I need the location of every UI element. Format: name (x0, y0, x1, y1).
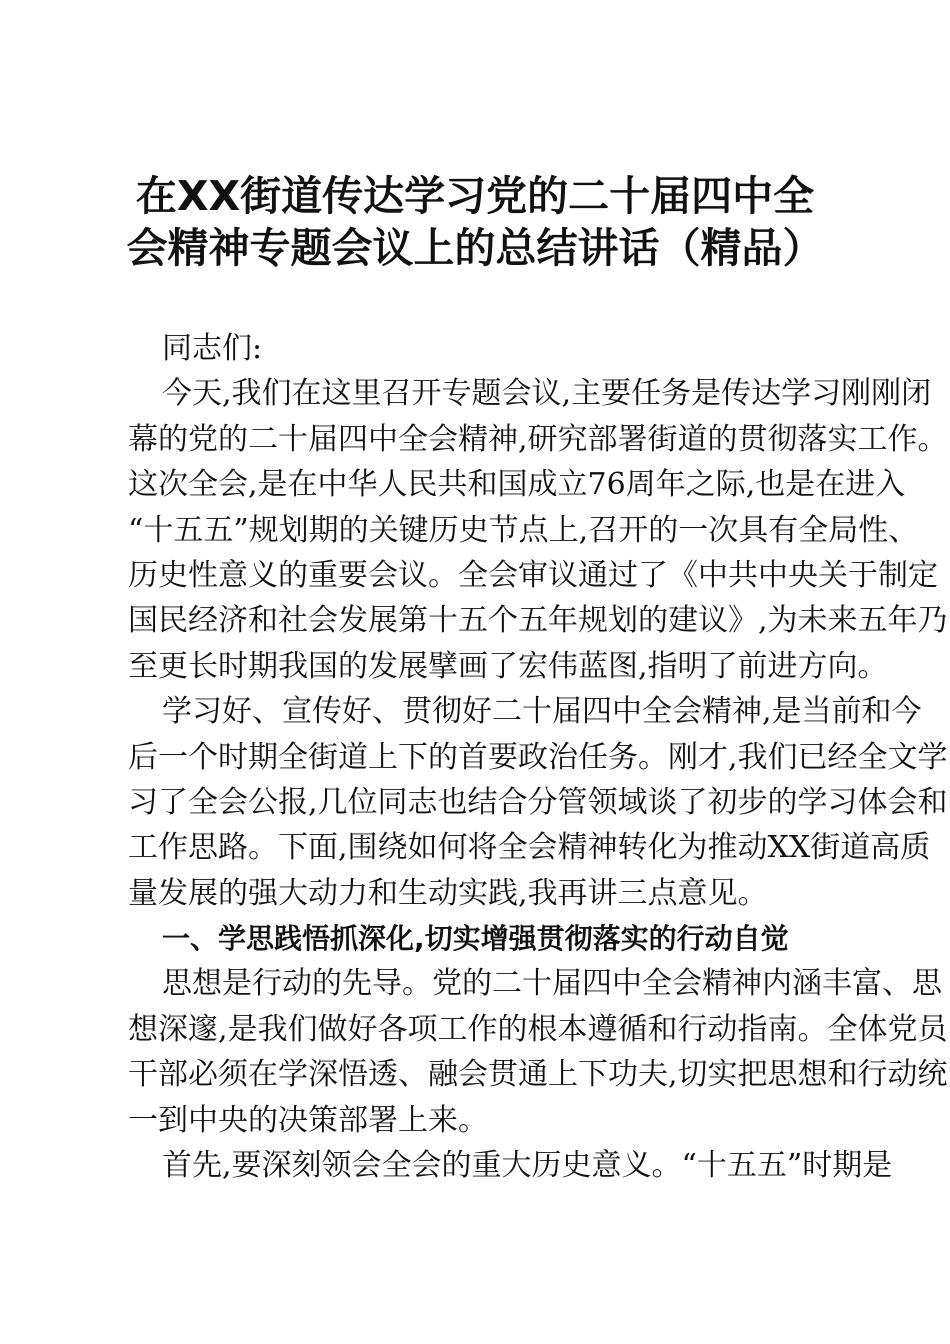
text-line: 工作思路。下面,围绕如何将全会精神转化为推动XX街道高质 (128, 830, 931, 866)
text-line: 首先,要深刻领会全会的重大历史意义。“十五五”时期是 (162, 1148, 893, 1184)
text-line: 干部必须在学深悟透、融会贯通上下功夫,切实把思想和行动统 (128, 1057, 948, 1093)
paragraph (128, 689, 948, 916)
text-line: 这次全会,是在中华人民共和国成立76周年之际,也是在进入 (128, 467, 906, 503)
paragraph (128, 961, 948, 1143)
text-line: 学习好、宣传好、贯彻好二十届四中全会精神,是当前和今 (162, 694, 922, 730)
text-line: 今天,我们在这里召开专题会议,主要任务是传达学习刚刚闭 (162, 376, 932, 412)
text-line: 幕的党的二十届四中全会精神,研究部署街道的贯彻落实工作。 (128, 421, 948, 457)
text-line: 历史性意义的重要会议。全会审议通过了《中共中央关于制定 (128, 557, 938, 593)
paragraph (128, 326, 838, 371)
text-line: 想深邃,是我们做好各项工作的根本遵循和行动指南。全体党员 (128, 1011, 948, 1047)
text-line: 后一个时期全街道上下的首要政治任务。刚才,我们已经全文学 (128, 739, 948, 775)
text-line: 一到中央的决策部署上来。 (128, 1102, 488, 1138)
section-heading (128, 916, 838, 961)
text-line: 国民经济和社会发展第十五个五年规划的建议》,为未来五年乃 (128, 603, 948, 639)
paragraph (128, 1143, 893, 1188)
text-line: 习了全会公报,几位同志也结合分管领域谈了初步的学习体会和 (128, 784, 948, 820)
title-line: 会精神专题会议上的总结讲话（精品） (126, 224, 824, 272)
text-line: 一、学思践悟抓深化,切实增强贯彻落实的行动自觉 (162, 922, 789, 956)
paragraph (128, 371, 948, 689)
text-line: 思想是行动的先导。党的二十届四中全会精神内涵丰富、思 (162, 966, 942, 1002)
title-line: 在XX街道传达学习党的二十届四中全 (135, 172, 815, 220)
text-line: “十五五”规划期的关键历史节点上,召开的一次具有全局性、 (128, 512, 919, 548)
document-body (128, 326, 948, 1188)
text-line: 同志们: (162, 331, 263, 366)
text-line: 至更长时期我国的发展擘画了宏伟蓝图,指明了前进方向。 (128, 648, 888, 684)
text-line: 量发展的强大动力和生动实践,我再讲三点意见。 (128, 875, 768, 911)
document-title (0, 170, 950, 274)
